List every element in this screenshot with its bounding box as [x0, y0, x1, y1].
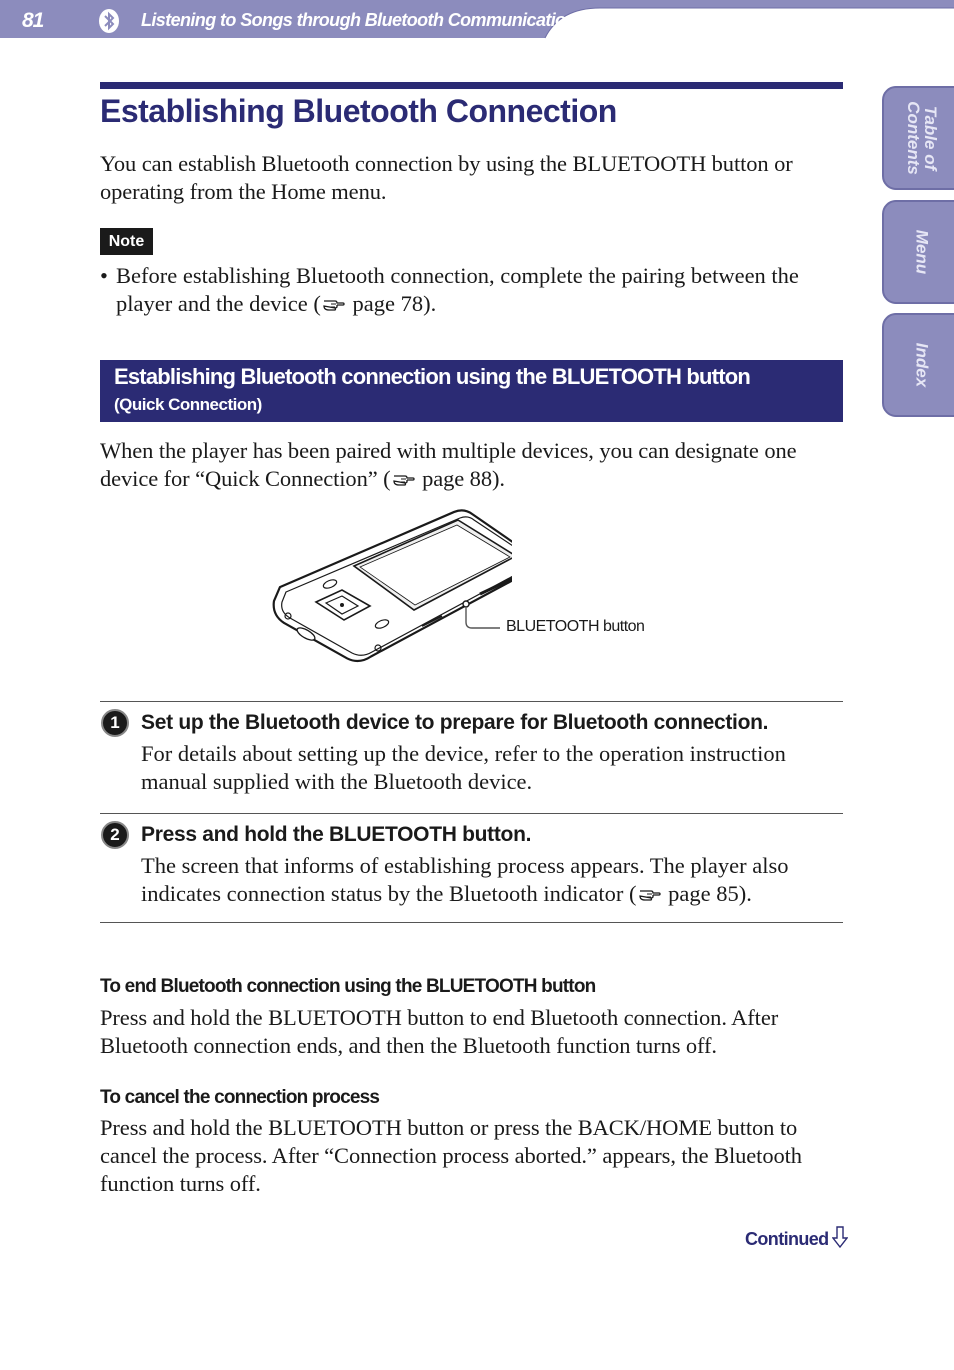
page-number: 81 — [22, 9, 44, 32]
step-2-body-end: page 85). — [662, 881, 752, 906]
step-1-body: For details about setting up the device, refer to the operation instruction manual supplied with the Bluetooth device. — [141, 741, 786, 794]
step-number-2: 2 — [101, 821, 129, 849]
continued-link[interactable] — [745, 1226, 848, 1250]
page-title: Establishing Bluetooth Connection — [100, 93, 617, 129]
arrow-down-icon — [832, 1226, 848, 1248]
divider — [100, 701, 843, 702]
step-number-1: 1 — [101, 709, 129, 737]
page-reference-icon — [639, 882, 661, 910]
title-rule — [100, 82, 843, 89]
bluetooth-button-callout: BLUETOOTH button — [506, 618, 645, 635]
intro-text: You can establish Bluetooth connection by using the BLUETOOTH button or operating from the Home menu. — [100, 151, 793, 204]
section-text — [100, 437, 845, 495]
step-2-body — [141, 852, 841, 910]
section-subtitle: (Quick Connection) — [114, 395, 262, 414]
divider — [100, 813, 843, 814]
note-badge: Note — [100, 228, 153, 255]
divider — [100, 922, 843, 923]
bullet-dot: • — [100, 263, 108, 288]
tab-menu[interactable] — [882, 200, 954, 304]
page-header — [0, 0, 954, 40]
end-connection-text: Press and hold the BLUETOOTH button to end Bluetooth connection. After Bluetooth connection ends, and then the Bluetooth function turns off. — [100, 1005, 779, 1058]
cancel-connection-text: Press and hold the BLUETOOTH button or press the BACK/HOME button to cancel the process. After “Connection process aborted.” appears, the Bluetooth function turns off. — [100, 1115, 802, 1196]
page-reference-icon — [323, 292, 345, 320]
tab-index[interactable] — [882, 313, 954, 417]
end-connection-heading: To end Bluetooth connection using the BLUETOOTH button — [100, 976, 596, 997]
continued-label: Continued — [745, 1229, 829, 1249]
tab-table-of-contents[interactable] — [882, 86, 954, 190]
note-text-start: Before establishing Bluetooth connection, complete the pairing between the player and the device ( — [116, 263, 799, 316]
note-text-end: page 78). — [346, 291, 437, 316]
note-bullet — [100, 262, 840, 320]
player-illustration — [272, 506, 512, 675]
header-title: Listening to Songs through Bluetooth Communication — [141, 10, 576, 30]
section-text-end: page 88). — [416, 466, 505, 491]
cancel-connection-heading: To cancel the connection process — [100, 1087, 380, 1108]
step-2-body-start: The screen that informs of establishing process appears. The player also indicates connection status by the Bluetooth indicator ( — [141, 853, 789, 906]
step-2-heading: Press and hold the BLUETOOTH button. — [141, 823, 532, 846]
page-reference-icon — [393, 467, 415, 495]
tab-label: Table of Contents — [904, 101, 940, 175]
tab-label: Index — [912, 342, 932, 388]
tab-label: Menu — [912, 229, 932, 275]
section-title: Establishing Bluetooth connection using the BLUETOOTH button — [114, 364, 750, 389]
section-header — [100, 360, 843, 422]
step-1-heading: Set up the Bluetooth device to prepare for Bluetooth connection. — [141, 711, 769, 734]
section-text-start: When the player has been paired with multiple devices, you can designate one device for “Quick Connection” ( — [100, 438, 797, 491]
